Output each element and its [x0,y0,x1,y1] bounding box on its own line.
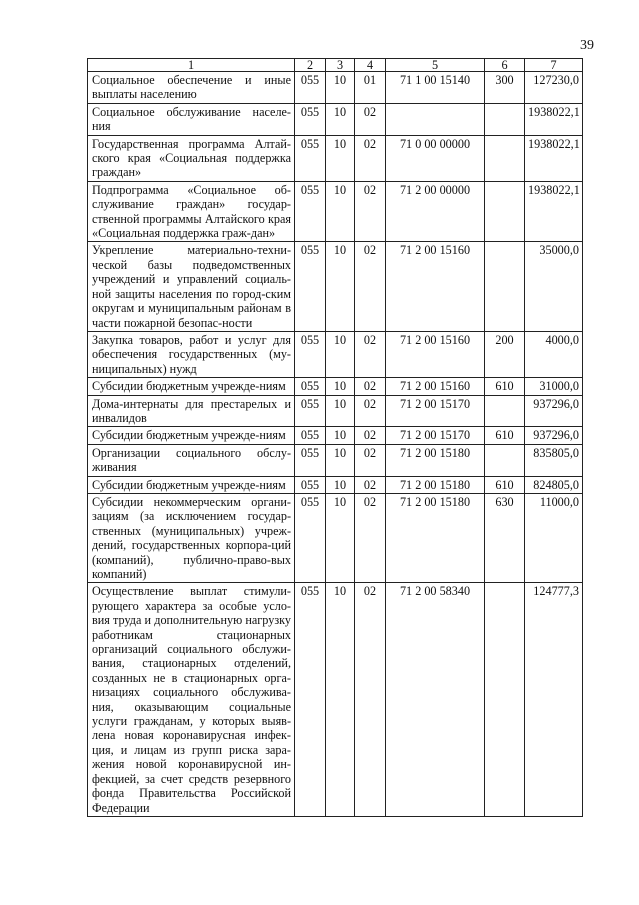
row-code-admin: 055 [295,395,326,427]
row-code-subsection: 02 [355,242,386,331]
row-description: Субсидии бюджетным учрежде-ниям [88,476,295,493]
row-code-type: 300 [485,72,525,104]
row-code-admin: 055 [295,476,326,493]
row-description: Социальное обеспечение и иные выплаты населению [88,72,295,104]
row-code-target: 71 2 00 15160 [386,378,485,395]
table-row [88,331,583,377]
row-description: Организации социального обслу-живания [88,444,295,476]
row-amount: 1938022,1 [525,135,583,181]
row-description: Субсидии некоммерческим органи-зациям (за исключением государ-ственных (муниципальных) учреж-дений, государственных корпора-ций (компаний), публично-право-вых компаний) [88,493,295,582]
row-code-type [485,135,525,181]
row-code-section: 10 [326,476,355,493]
row-code-type [485,103,525,135]
row-code-section: 10 [326,242,355,331]
row-code-type: 630 [485,493,525,582]
table-row [88,395,583,427]
row-code-target: 71 0 00 00000 [386,135,485,181]
row-code-admin: 055 [295,583,326,817]
row-code-subsection: 02 [355,444,386,476]
row-code-admin: 055 [295,72,326,104]
row-code-target: 71 2 00 15180 [386,476,485,493]
table-row [88,242,583,331]
row-code-target: 71 2 00 15180 [386,444,485,476]
row-code-section: 10 [326,395,355,427]
row-code-subsection: 02 [355,135,386,181]
row-amount: 937296,0 [525,395,583,427]
row-code-target: 71 2 00 15170 [386,427,485,444]
row-amount: 1938022,1 [525,181,583,242]
row-code-type [485,583,525,817]
column-header: 5 [386,59,485,72]
row-amount: 31000,0 [525,378,583,395]
row-code-subsection: 01 [355,72,386,104]
row-code-subsection: 02 [355,181,386,242]
row-code-admin: 055 [295,181,326,242]
table-row [88,135,583,181]
row-code-type: 200 [485,331,525,377]
row-amount: 835805,0 [525,444,583,476]
row-code-section: 10 [326,444,355,476]
row-code-type: 610 [485,427,525,444]
table-row [88,378,583,395]
row-code-target: 71 2 00 00000 [386,181,485,242]
row-code-admin: 055 [295,493,326,582]
row-code-admin: 055 [295,378,326,395]
row-amount: 11000,0 [525,493,583,582]
row-code-section: 10 [326,103,355,135]
row-code-section: 10 [326,331,355,377]
row-code-admin: 055 [295,444,326,476]
budget-table [87,58,583,817]
row-code-section: 10 [326,427,355,444]
row-code-target: 71 2 00 15170 [386,395,485,427]
table-row [88,444,583,476]
row-code-type: 610 [485,378,525,395]
row-code-target: 71 2 00 58340 [386,583,485,817]
row-code-admin: 055 [295,103,326,135]
row-code-section: 10 [326,181,355,242]
row-code-admin: 055 [295,135,326,181]
row-code-subsection: 02 [355,476,386,493]
row-description: Подпрограмма «Социальное об-служивание граждан» государ-ственной программы Алтайского края «Социальная поддержка граж-дан» [88,181,295,242]
table-row [88,476,583,493]
row-code-target: 71 1 00 15140 [386,72,485,104]
row-code-type [485,181,525,242]
page-number: 39 [580,38,594,53]
column-header: 7 [525,59,583,72]
row-code-type [485,242,525,331]
row-amount: 937296,0 [525,427,583,444]
row-description: Субсидии бюджетным учрежде-ниям [88,378,295,395]
row-code-subsection: 02 [355,427,386,444]
row-code-admin: 055 [295,331,326,377]
row-code-target: 71 2 00 15160 [386,331,485,377]
row-code-subsection: 02 [355,493,386,582]
row-description: Укрепление материально-техни-ческой базы подведомственных учреждений и управлений социаль-ной защиты населения по город-ским округам и муниципальным районам в части пожарной безопас-ности [88,242,295,331]
row-description: Субсидии бюджетным учрежде-ниям [88,427,295,444]
row-code-subsection: 02 [355,103,386,135]
row-code-section: 10 [326,378,355,395]
row-description: Государственная программа Алтай-ского края «Социальная поддержка граждан» [88,135,295,181]
row-code-section: 10 [326,493,355,582]
row-code-type [485,444,525,476]
row-amount: 127230,0 [525,72,583,104]
row-description: Социальное обслуживание населе-ния [88,103,295,135]
row-code-subsection: 02 [355,378,386,395]
column-header: 1 [88,59,295,72]
row-code-admin: 055 [295,427,326,444]
row-amount: 824805,0 [525,476,583,493]
table-header-row [88,59,583,72]
table-row [88,427,583,444]
row-description: Дома-интернаты для престарелых и инвалидов [88,395,295,427]
row-code-section: 10 [326,72,355,104]
row-code-subsection: 02 [355,583,386,817]
row-description: Осуществление выплат стимули-рующего характера за особые усло-вия труда и дополнительную нагрузку работникам стационарных организаций социального обслужи-вания, стационарных отделений, созданных не в стационарных орга-низациях социального обслужива-ния, оказывающим социальные услуги гражданам, у которых выяв-лена новая коронавирусная инфек-ция, и лицам из групп риска зара-жения новой коронавирусной ин-фекцией, за счет средств резервного фонда Правительства Российской Федерации [88,583,295,817]
row-code-type [485,395,525,427]
row-code-subsection: 02 [355,395,386,427]
row-code-section: 10 [326,583,355,817]
table-row [88,103,583,135]
row-code-target: 71 2 00 15180 [386,493,485,582]
row-amount: 124777,3 [525,583,583,817]
column-header: 6 [485,59,525,72]
row-code-admin: 055 [295,242,326,331]
row-code-section: 10 [326,135,355,181]
row-amount: 1938022,1 [525,103,583,135]
table-row [88,583,583,817]
table-row [88,181,583,242]
row-amount: 35000,0 [525,242,583,331]
column-header: 3 [326,59,355,72]
column-header: 2 [295,59,326,72]
row-code-subsection: 02 [355,331,386,377]
row-code-type: 610 [485,476,525,493]
table-row [88,72,583,104]
row-code-target [386,103,485,135]
table-row [88,493,583,582]
row-description: Закупка товаров, работ и услуг для обеспечения государственных (му-ниципальных) нужд [88,331,295,377]
column-header: 4 [355,59,386,72]
row-code-target: 71 2 00 15160 [386,242,485,331]
row-amount: 4000,0 [525,331,583,377]
